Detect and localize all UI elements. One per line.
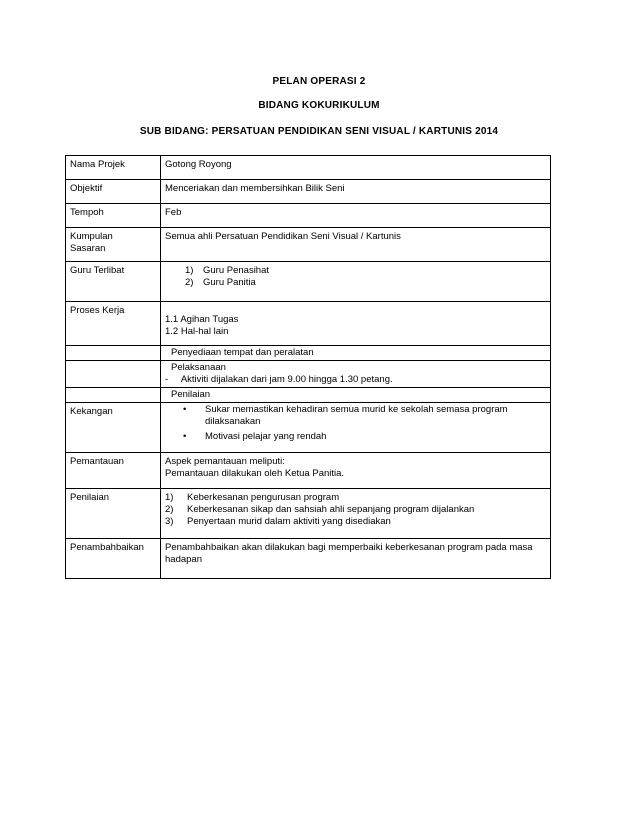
row-guru-terlibat: [66, 262, 551, 302]
bullet-icon: •: [183, 431, 187, 442]
kekangan-list: [165, 404, 546, 443]
penilaian-list: [165, 492, 546, 528]
row-tempoh: [66, 204, 551, 228]
row-kekangan: [66, 403, 551, 453]
row-proses-sub3: [66, 388, 551, 403]
doc-subtitle: BIDANG KOKURIKULUM: [258, 100, 380, 111]
proses-line1: 1.1 Agihan Tugas: [165, 314, 239, 325]
guru-list: [165, 265, 546, 289]
list-number: 2): [185, 277, 194, 288]
doc-sub-bidang: SUB BIDANG: PERSATUAN PENDIDIKAN SENI VISUAL / KARTUNIS 2014: [139, 126, 499, 137]
list-text: Motivasi pelajar yang rendah: [205, 431, 327, 442]
value-kekangan: [161, 403, 551, 453]
label-kekangan: Kekangan: [66, 403, 161, 453]
row-nama-projek: [66, 156, 551, 180]
label-proses-kerja: Proses Kerja: [66, 302, 161, 346]
row-objektif: [66, 180, 551, 204]
row-penambahbaikan: [66, 539, 551, 579]
list-item: [183, 404, 546, 428]
proses-sub2-title: Pelaksanaan: [171, 362, 226, 373]
value-proses-kerja: [161, 302, 551, 346]
list-text: Keberkesanan pengurusan program: [187, 492, 340, 503]
bullet-icon: •: [183, 404, 187, 415]
label-objektif: Objektif: [66, 180, 161, 204]
label-pemantauan: Pemantauan: [66, 453, 161, 489]
label-guru-terlibat: Guru Terlibat: [66, 262, 161, 302]
doc-title: PELAN OPERASI 2: [272, 76, 366, 87]
list-text: Sukar memastikan kehadiran semua murid ke sekolah semasa program dilaksanakan: [205, 404, 508, 427]
list-text: Guru Panitia: [203, 277, 256, 288]
value-tempoh: Feb: [161, 204, 551, 228]
label-penilaian: Penilaian: [66, 489, 161, 539]
list-number: 3): [165, 516, 174, 527]
value-nama-projek: Gotong Royong: [161, 156, 551, 180]
row-pemantauan: [66, 453, 551, 489]
value-kumpulan-sasaran: Semua ahli Persatuan Pendidikan Seni Visual / Kartunis: [161, 228, 551, 262]
pemantauan-line1: Aspek pemantauan meliputi:: [165, 456, 285, 467]
proses-line2: 1.2 Hal-hal lain: [165, 326, 229, 337]
value-penilaian: [161, 489, 551, 539]
list-text: Penyertaan murid dalam aktiviti yang disediakan: [187, 516, 391, 527]
list-number: 1): [165, 492, 174, 503]
list-item: [185, 265, 546, 277]
list-text: Guru Penasihat: [203, 265, 270, 276]
value-guru-terlibat: [161, 262, 551, 302]
label-kumpulan-line1: Kumpulan: [70, 231, 113, 242]
list-item: [183, 431, 546, 443]
row-penilaian: [66, 489, 551, 539]
list-item: [165, 504, 546, 516]
row-proses-sub1: [66, 346, 551, 361]
proses-sub2-detail: - Aktiviti dijalakan dari jam 9.00 hingga 1.30 petang.: [165, 374, 393, 385]
row-proses-sub2: [66, 361, 551, 388]
label-nama-projek: Nama Projek: [66, 156, 161, 180]
pemantauan-line2: Pemantauan dilakukan oleh Ketua Panitia.: [165, 468, 345, 479]
value-penambahbaikan: Penambahbaikan akan dilakukan bagi memperbaiki keberkesanan program pada masa hadapan: [161, 539, 551, 579]
value-objektif: Menceriakan dan membersihkan Bilik Seni: [161, 180, 551, 204]
list-item: [165, 492, 546, 504]
list-number: 1): [185, 265, 194, 276]
list-text: Keberkesanan sikap dan sahsiah ahli sepanjang program dijalankan: [187, 504, 475, 515]
list-item: [185, 277, 546, 289]
proses-sub3: Penilaian: [161, 388, 551, 403]
value-pemantauan: [161, 453, 551, 489]
label-kumpulan-sasaran: [66, 228, 161, 262]
label-kumpulan-line2: Sasaran: [70, 243, 106, 254]
list-number: 2): [165, 504, 174, 515]
row-kumpulan-sasaran: [66, 228, 551, 262]
list-item: [165, 516, 546, 528]
label-tempoh: Tempoh: [66, 204, 161, 228]
label-penambahbaikan: Penambahbaikan: [66, 539, 161, 579]
proses-sub2: [161, 361, 551, 388]
proses-sub1: Penyediaan tempat dan peralatan: [161, 346, 551, 361]
plan-table: [65, 155, 551, 579]
row-proses-kerja: [66, 302, 551, 346]
